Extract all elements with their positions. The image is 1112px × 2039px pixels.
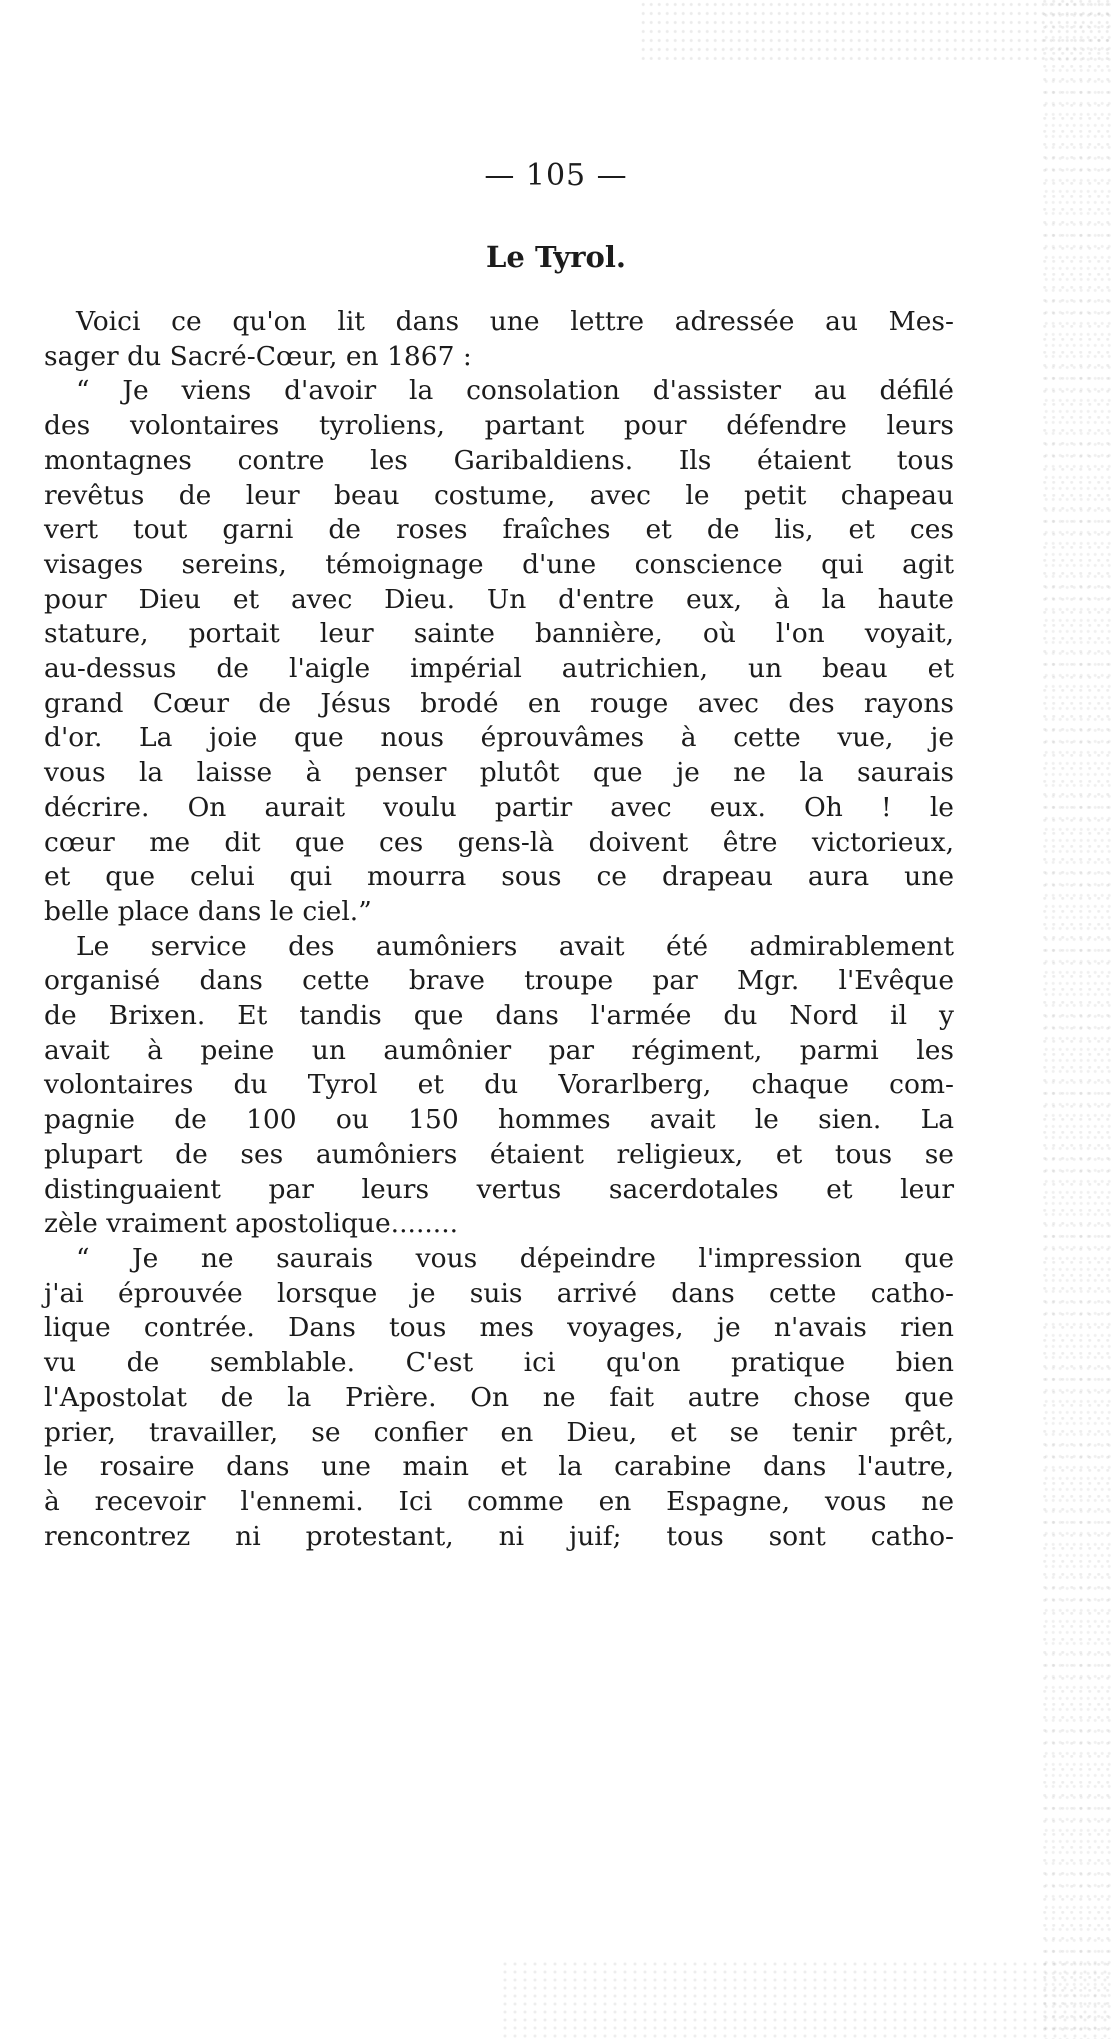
text-line: volontaires du Tyrol et du Vorarlberg, chaque com-: [44, 1069, 954, 1101]
text-line: plupart de ses aumôniers étaient religieux, et tous se: [44, 1138, 954, 1170]
text-line: pagnie de 100 ou 150 hommes avait le sien. La: [44, 1104, 954, 1136]
text-line: le rosaire dans une main et la carabine dans l'autre,: [44, 1451, 954, 1483]
text-line: “ Je ne saurais vous dépeindre l'impression que: [76, 1242, 954, 1274]
text-line: avait à peine un aumônier par régiment, parmi les: [44, 1034, 954, 1066]
page-number: — 105 —: [484, 158, 628, 193]
text-line: rencontrez ni protestant, ni juif; tous sont catho-: [44, 1520, 954, 1552]
text-line: Le service des aumôniers avait été admirablement: [76, 930, 954, 962]
text-line: belle place dans le ciel.”: [44, 895, 372, 927]
text-line: au-dessus de l'aigle impérial autrichien, un beau et: [44, 653, 954, 685]
text-line: montagnes contre les Garibaldiens. Ils étaient tous: [44, 444, 954, 476]
text-line: Voici ce qu'on lit dans une lettre adressée au Mes-: [76, 306, 954, 337]
text-line: vous la laisse à penser plutôt que je ne la saurais: [44, 757, 954, 789]
text-line: j'ai éprouvée lorsque je suis arrivé dans cette catho-: [44, 1277, 954, 1309]
text-line: et que celui qui mourra sous ce drapeau aura une: [44, 861, 954, 893]
text-line: de Brixen. Et tandis que dans l'armée du Nord il y: [44, 1000, 954, 1032]
text-line: “ Je viens d'avoir la consolation d'assister au défilé: [76, 375, 954, 407]
text-line: des volontaires tyroliens, partant pour défendre leurs: [44, 410, 954, 442]
scan-noise-bottom: [500, 1960, 1112, 2039]
text-line: à recevoir l'ennemi. Ici comme en Espagne, vous ne: [44, 1485, 954, 1517]
text-line: zèle vraiment apostolique........: [44, 1208, 459, 1240]
text-line: revêtus de leur beau costume, avec le petit chapeau: [44, 479, 954, 511]
text-line: pour Dieu et avec Dieu. Un d'entre eux, à la haute: [44, 583, 954, 615]
scan-noise-right: [1042, 0, 1112, 2039]
section-title: Le Tyrol.: [486, 240, 626, 274]
text-line: d'or. La joie que nous éprouvâmes à cette vue, je: [44, 722, 954, 754]
text-line: lique contrée. Dans tous mes voyages, je n'avais rien: [44, 1312, 954, 1344]
text-line: prier, travailler, se confier en Dieu, et se tenir prêt,: [44, 1416, 954, 1448]
body-text: [44, 305, 954, 1554]
text-line: cœur me dit que ces gens-là doivent être victorieux,: [44, 826, 954, 858]
text-line: visages sereins, témoignage d'une conscience qui agit: [44, 548, 954, 580]
text-line: décrire. On aurait voulu partir avec eux. Oh ! le: [44, 791, 954, 823]
text-line: grand Cœur de Jésus brodé en rouge avec des rayons: [44, 687, 954, 719]
text-line: distinguaient par leurs vertus sacerdotales et leur: [44, 1173, 954, 1205]
text-line: sager du Sacré-Cœur, en 1867 :: [44, 340, 472, 372]
text-line: vert tout garni de roses fraîches et de lis, et ces: [44, 514, 954, 546]
text-line: organisé dans cette brave troupe par Mgr. l'Evêque: [44, 965, 954, 997]
text-line: l'Apostolat de la Prière. On ne fait autre chose que: [44, 1381, 954, 1413]
text-line: stature, portait leur sainte bannière, où l'on voyait,: [44, 618, 954, 650]
text-line: vu de semblable. C'est ici qu'on pratique bien: [44, 1347, 954, 1379]
